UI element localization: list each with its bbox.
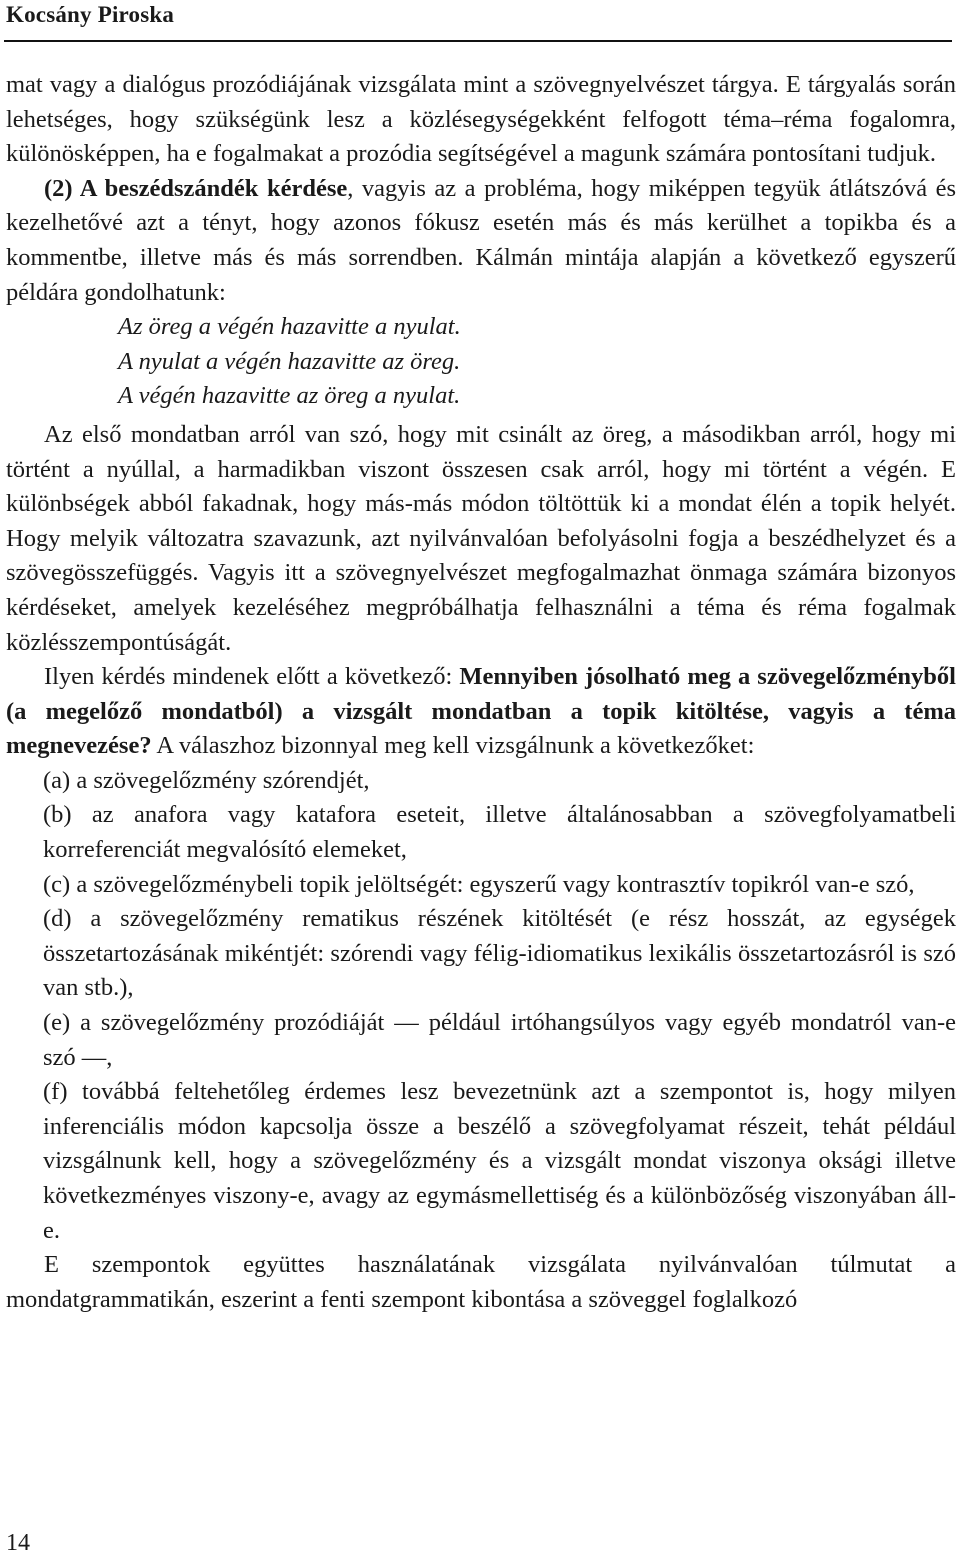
example-sentence: A végén hazavitte az öreg a nyulat. [118, 382, 461, 410]
list-item: (c) a szövegelőzménybeli topik jelöltségét: egyszerű vagy kontrasztív topikról van-e szó, [43, 870, 915, 898]
paragraph-4-outro: A válaszhoz bizonnyal meg kell vizsgálnunk a következőket: [151, 732, 755, 760]
page-body [6, 68, 956, 1317]
list-item: (d) a szövegelőzmény rematikus részének kitöltését (e rész hosszát, az egységek összetartozásának mikéntjét: szórendi vagy félig-idiomatikus lexikális összetartozásról is szó van stb.), [43, 905, 956, 1002]
example-sentence: Az öreg a végén hazavitte a nyulat. [118, 313, 461, 341]
list-item: (b) az anafora vagy katafora eseteit, illetve általánosabban a szövegfolyamatbeli korreferenciát megvalósító elemeket, [43, 801, 956, 864]
example-sentence: A nyulat a végén hazavitte az öreg. [118, 347, 461, 375]
paragraph-4-question: Mennyiben jósolható meg a szövegelőzményből (a megelőző mondatból) a vizsgált mondatban a topik kitöltése, vagyis a téma megnevezése? [6, 663, 956, 760]
paragraph-3: Az első mondatban arról van szó, hogy mit csinált az öreg, a másodikban arról, hogy mi történt a nyúllal, a harmadikban viszont összesen csak arról, hogy mi történt a végén. E különbségek abból fakadnak, hogy más-más módon töltöttük ki a mondat élén a topik helyét. Hogy melyik változatra szavazunk, azt nyilvánvalóan befolyásolni fogja a beszédhelyzet és a szövegösszefüggés. Vagyis itt a szövegnyelvészet megfogalmazhat önmaga számára bizonyos kérdéseket, amelyek kezeléséhez megpróbálhatja felhasználni a téma és réma fogalmak közlésszempontúságát. [6, 420, 956, 656]
list-item: (e) a szövegelőzmény prozódiáját — például irtóhangsúlyos vagy egyéb mondatról van-e szó —, [43, 1009, 956, 1071]
paragraph-5: E szempontok együttes használatának vizsgálata nyilvánvalóan túlmutat a mondatgrammatikán, eszerint a fenti szempont kibontása a szöveggel foglalkozó [6, 1251, 956, 1313]
author-name: Kocsány Piroska [6, 2, 175, 27]
paragraph-4 [6, 660, 956, 764]
list-item: (f) továbbá feltehetőleg érdemes lesz bevezetnünk azt a szempontot is, hogy milyen inferenciális módon kapcsolja össze a beszélő a szövegfolyamat részeit, tehát például vizsgálnunk kell, hogy a szövegelőzmény és a vizsgált mondat viszonya oksági illetve következményes viszony-e, avagy az egymásmellettiség és a különbözőség viszonyában áll-e. [43, 1078, 956, 1244]
paragraph-2-heading: (2) A beszédszándék kérdése [44, 174, 348, 202]
paragraph-4-intro: Ilyen kérdés mindenek előtt a következő: [44, 663, 460, 691]
paragraph-2-text: , vagyis az a probléma, hogy miképpen tegyük átlátszóvá és kezelhetővé azt a tényt, hogy azonos fókusz esetén más és más kerülhet a topikba és a kommentbe, illetve más és más sorrendben. Kálmán mintája alapján a következő egyszerű példára gondolhatunk: [6, 174, 956, 306]
list-item: (a) a szövegelőzmény szórendjét, [43, 766, 370, 794]
page-number: 14 [6, 1530, 30, 1556]
running-head [4, 0, 952, 42]
criteria-list [6, 764, 956, 1248]
paragraph-2 [6, 172, 956, 310]
paragraph-1: mat vagy a dialógus prozódiájának vizsgálata mint a szövegnyelvészet tárgya. E tárgyalás során lehetséges, hogy szükségünk lesz a közlésegységekként felfogott téma–réma fogalomra, különösképpen, ha e fogalmakat a prozódia segítségével a magunk számára pontosítani tudjuk. [6, 71, 956, 168]
example-sentences [118, 310, 956, 414]
